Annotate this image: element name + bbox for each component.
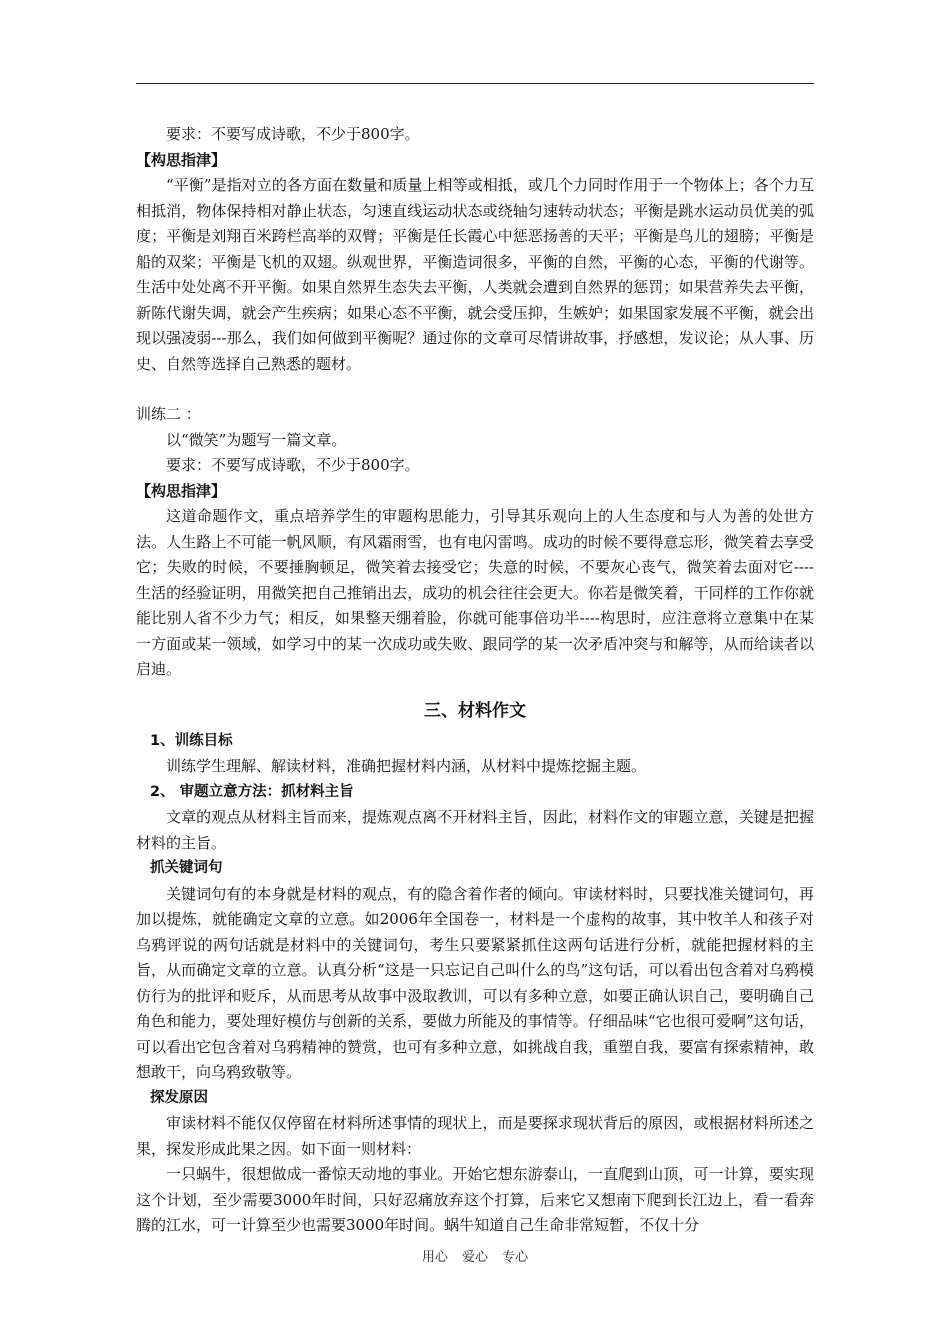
training-goal-text: 训练学生理解、解读材料，准确把握材料内涵，从材料中提炼挖掘主题。 bbox=[166, 757, 647, 775]
training-goal-heading: 1、训练目标 bbox=[150, 732, 233, 749]
story-text: 一只蜗牛，很想做成一番惊天动地的事业。开始它想东游泰山，一直爬到山顶，可一计算，要实现这个计划，至少需要3000年时间，只好忍痛放弃这个打算，后来它又想南下爬到长江边上，看一看奔腾的江水，可一计算至少也需要3000年时间。蜗牛知道自己生命非常短暂，不仅十分 bbox=[136, 1165, 814, 1234]
cause-text: 审读材料不能仅仅停留在材料所述事情的现状上，而是要探求现状背后的原因，或根据材料所述之果，探发形成此果之因。如下面一则材料： bbox=[136, 1114, 814, 1158]
guide-text-1: “平衡”是指对立的各方面在数量和质量上相等或相抵，或几个力同时作用于一个物体上；各个力互相抵消，物体保持相对静止状态，匀速直线运动状态或绕轴匀速转动状态；平衡是跳水运动员优美的弧度；平衡是刘翔百米跨栏高举的双臂；平衡是任长霞心中惩恶扬善的天平；平衡是鸟儿的翅膀；平衡是船的双桨；平衡是飞机的双翅。纵观世界，平衡造词很多，平衡的自然，平衡的心态，平衡的代谢等。生活中处处离不开平衡。如果自然界生态失去平衡，人类就会遭到自然界的惩罚；如果营养失去平衡，新陈代谢失调，就会产生疾病；如果心态不平衡，就会受压抑，生嫉妒；如果国家发展不平衡，就会出现以强凌弱---那么，我们如何做到平衡呢？通过你的文章可尽情讲故事，抒感想，发议论；从人事、历史、自然等选择自己熟悉的题材。 bbox=[136, 176, 814, 373]
keyword-heading: 抓关键词句 bbox=[150, 860, 223, 876]
section-title: 三、材料作文 bbox=[424, 700, 526, 721]
paragraph-gap bbox=[136, 377, 814, 402]
requirement-2: 要求：不要写成诗歌，不少于800字。 bbox=[166, 456, 420, 474]
method-heading: 2、 审题立意方法：抓材料主旨 bbox=[150, 783, 354, 800]
guide-heading-1: 【构思指津】 bbox=[136, 150, 227, 169]
document-body bbox=[136, 122, 814, 1239]
guide-text-2: 这道命题作文，重点培养学生的审题构思能力，引导其乐观向上的人生态度和与人为善的处世方法。人生路上不可能一帆风顺，有风霜雨雪，也有电闪雷鸣。成功的时候不要得意忘形，微笑着去享受它；失败的时候，不要捶胸顿足，微笑着去接受它；失意的时候，不要灰心丧气，微笑着去面对它----生活的经验证明，用微笑把自己推销出去，成功的机会往往会更大。你若是微笑着，干同样的工作你就能比别人省不少力气；相反，如果整天绷着脸，你就可能事倍功半----构思时，应注意将立意集中在某一方面或某一领域，如学习中的某一次成功或失败、跟同学的某一次矛盾冲突与和解等，从而给读者以启迪。 bbox=[136, 507, 814, 678]
page-footer: 用心 爱心 专心 bbox=[421, 1250, 529, 1265]
keyword-text: 关键词句有的本身就是材料的观点，有的隐含着作者的倾向。审读材料时，只要找准关键词句，再加以提炼，就能确定文章的立意。如2006年全国卷一，材料是一个虚构的故事，其中牧羊人和孩子对乌鸦评说的两句话就是材料中的关键词句，考生只要紧紧抓住这两句话进行分析，就能把握材料的主旨，从而确定文章的立意。认真分析“这是一只忘记自己叫什么的鸟”这句话，可以看出包含着对乌鸦模仿行为的批评和贬斥，从而思考从故事中汲取教训，可以有多种立意，如要正确认识自己，要明确自己角色和能力，要处理好模仿与创新的关系，要做力所能及的事情等。仔细品味“它也很可爱啊”这句话，可以看出它包含着对乌鸦精神的赞赏，也可有多种立意，如挑战自我，重塑自我，要富有探索精神，敢想敢干，向乌鸦致敬等。 bbox=[136, 884, 814, 1081]
guide-heading-2: 【构思指津】 bbox=[136, 481, 227, 500]
training-2-prompt: 以“微笑”为题写一篇文章。 bbox=[166, 430, 347, 449]
header-rule bbox=[136, 83, 814, 84]
requirement-1: 要求：不要写成诗歌，不少于800字。 bbox=[166, 125, 420, 143]
method-text: 文章的观点从材料主旨而来，提炼观点离不开材料主旨，因此，材料作文的审题立意，关键是把握材料的主旨。 bbox=[136, 808, 814, 852]
training-2-label: 训练二 ： bbox=[136, 405, 201, 423]
cause-heading: 探发原因 bbox=[150, 1089, 208, 1106]
